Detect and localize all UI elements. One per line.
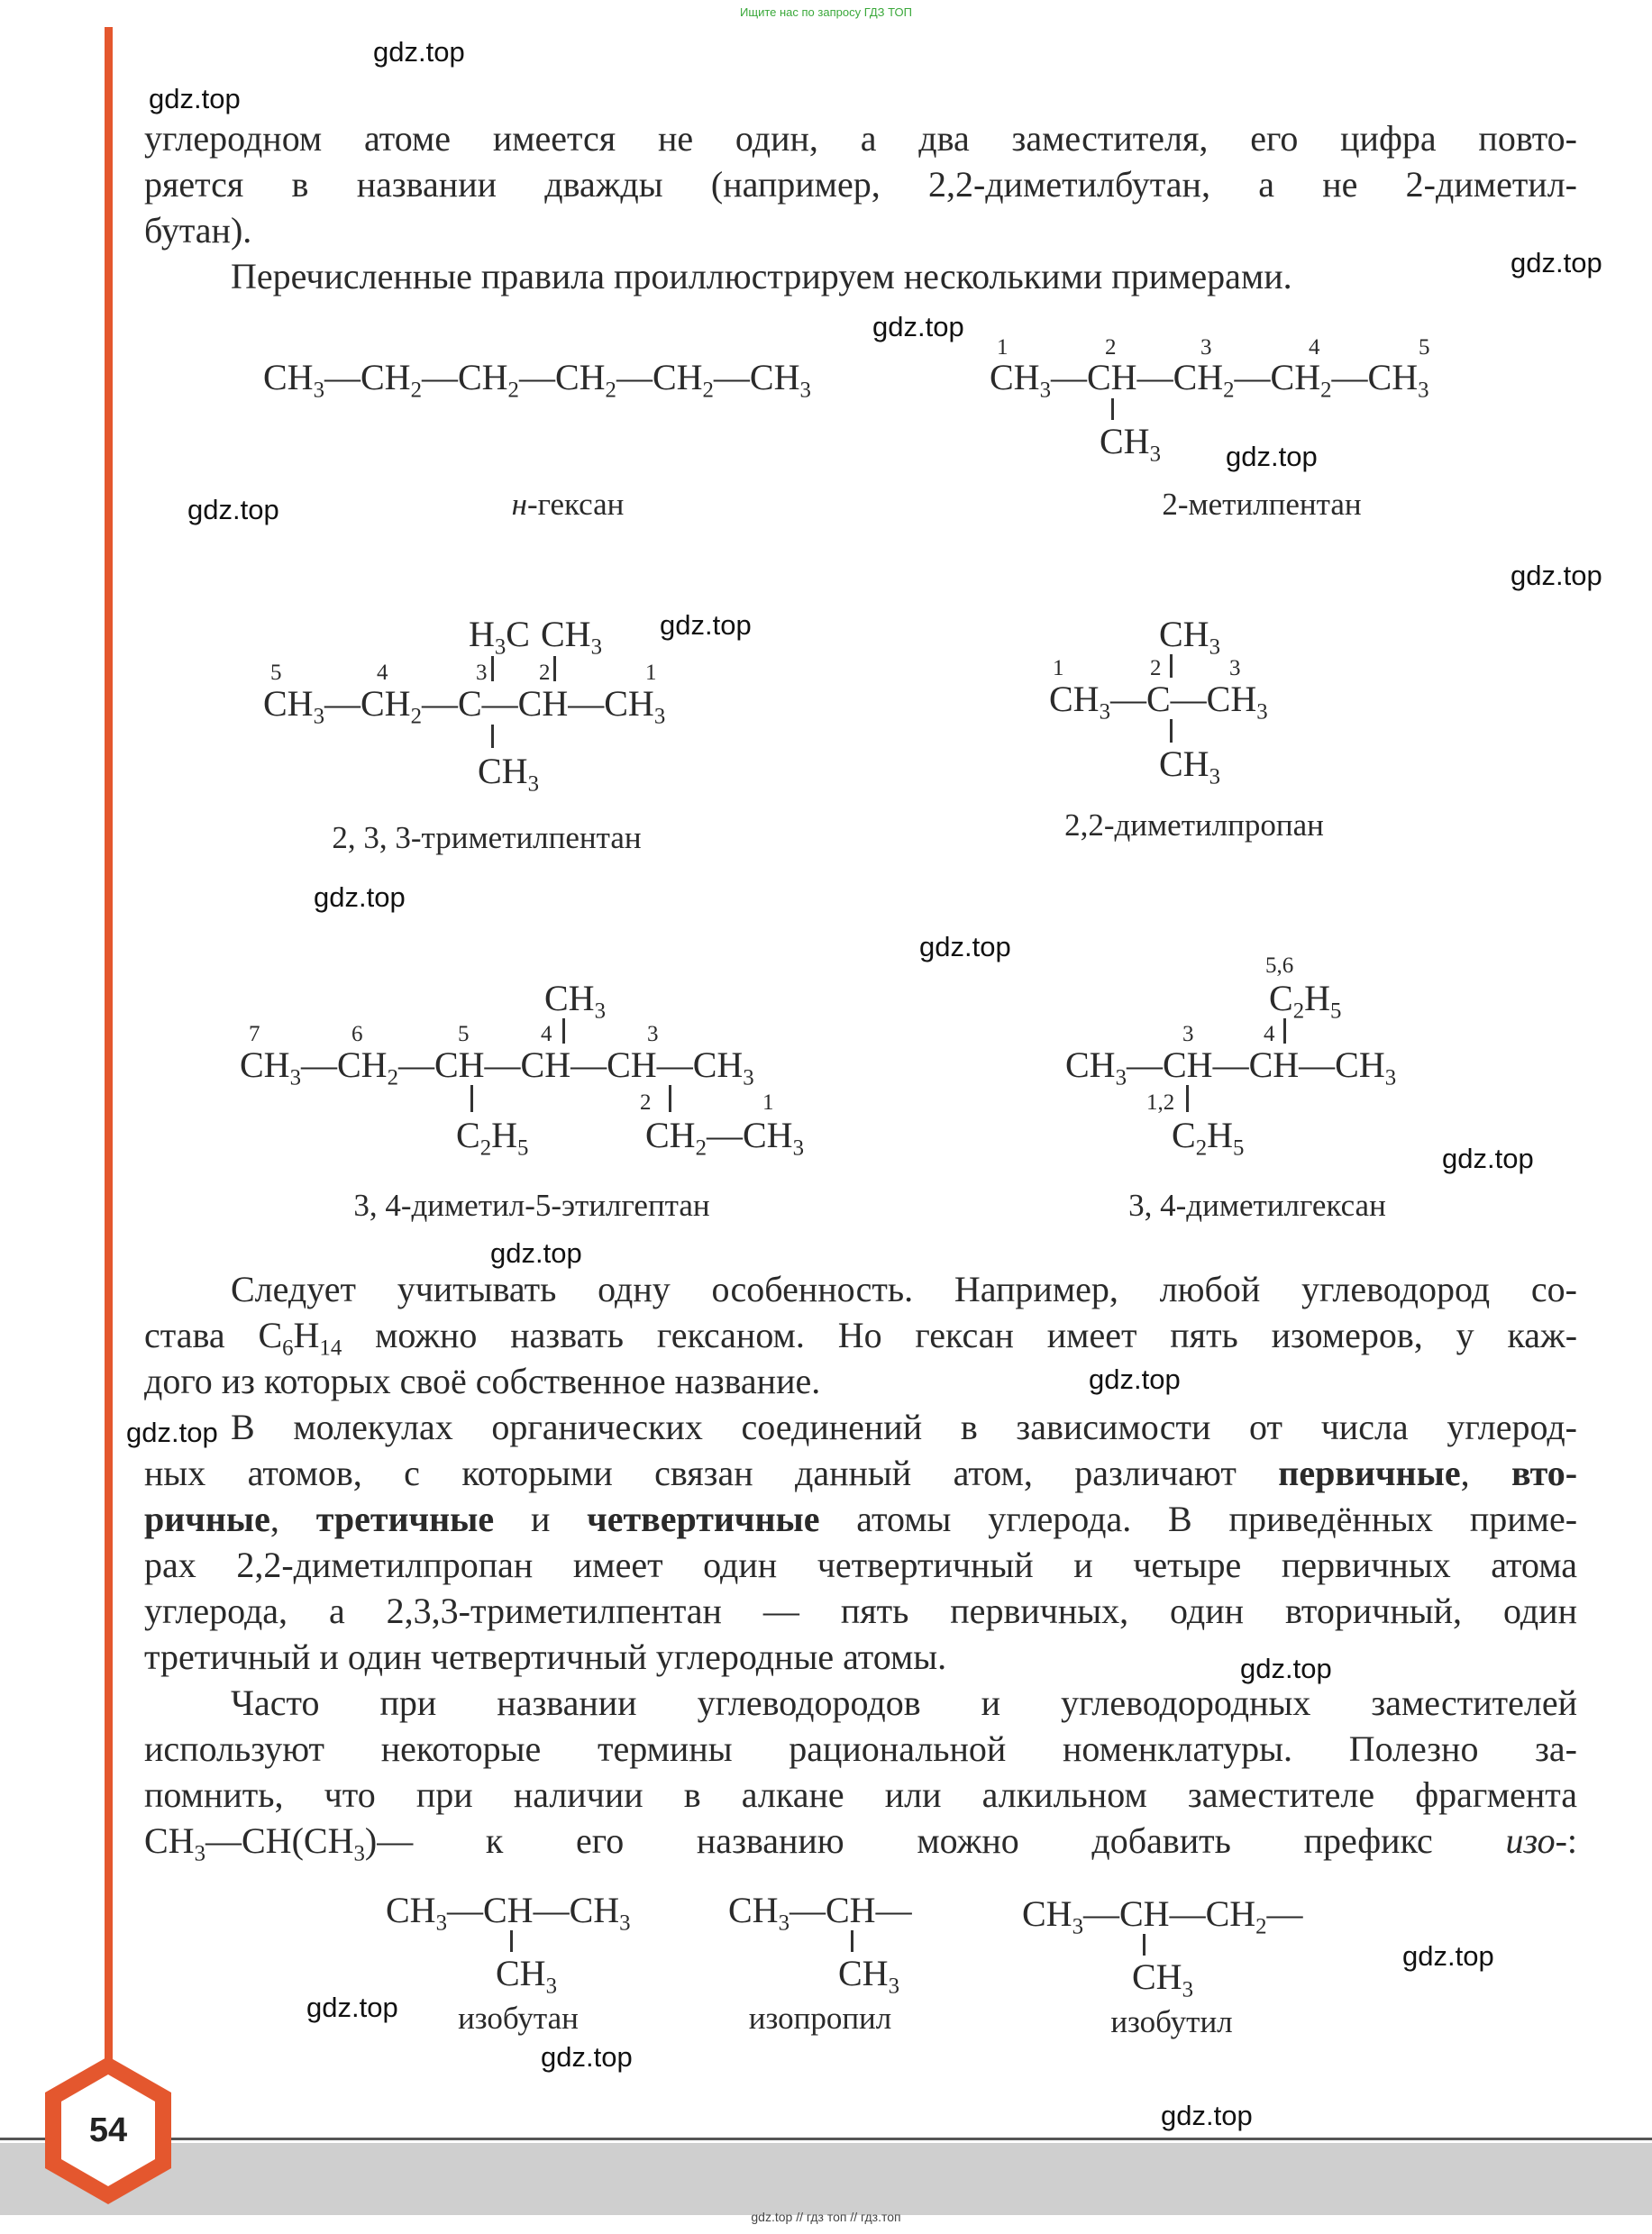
carbon-number: 3 [1200,335,1212,360]
footer-line [0,2138,1652,2140]
carbon-number: 4 [1264,1022,1275,1046]
carbon-number: 1,2 [1146,1090,1175,1115]
paragraph-line: Часто при названии углеводородов и углеводородных заместителей [231,1682,1577,1723]
carbon-number: 2 [1105,335,1117,360]
label-isobutane: изобутан [458,2001,579,2036]
carbon-number: 7 [249,1022,260,1046]
paragraph-line: рах 2,2-диметилпропан имеет один четвертичный и четыре первичных атома [144,1545,1577,1585]
methyl-group: $CH_3$ [1100,421,1161,467]
methyl-group: $CH_3$ [1132,1956,1193,2002]
bond-line [491,656,494,681]
bond-line [1283,1018,1286,1044]
watermark: gdz.top [1511,247,1602,278]
bond-line [1170,654,1173,678]
carbon-number: 1 [997,335,1009,360]
paragraph-line: ряется в названии дважды (например, 2,2-диметилбутан, а не 2-диметил- [144,164,1577,205]
paragraph-line: углерода, а 2,3,3-триметилпентан — пять первичных, один вторичный, один [144,1591,1577,1631]
ethyl-chain: $CH_2—CH_3$ [645,1115,804,1161]
formula-trimethylpentane: $CH_3—CH_2—C—CH—CH_3$ [263,683,666,729]
watermark: gdz.top [1240,1653,1332,1684]
watermark: gdz.top [306,1992,398,2023]
paragraph-line: В молекулах органических соединений в зависимости от числа углерод- [231,1407,1577,1447]
label-methylpentane: 2-метилпентан [1162,487,1362,522]
bond-line [851,1930,853,1952]
formula-methylpentane: $CH_3—CH—CH_2—CH_2—CH_3$ [990,357,1429,403]
watermark: gdz.top [660,609,752,641]
paragraph-line: углеродном атоме имеется не один, а два заместителя, его цифра повто- [144,118,1577,159]
paragraph-line: Перечисленные правила проиллюстрируем несколькими примерами. [231,256,1292,296]
watermark: gdz.top [1226,441,1318,472]
carbon-number: 1 [645,661,657,685]
carbon-number: 1 [762,1090,774,1115]
formula-dimethylpropane: $CH_3—C—CH_3$ [1049,679,1268,725]
formula-dimethylethylheptane: $CH_3—CH_2—CH—CH—CH—CH_3$ [240,1044,754,1090]
formula-dimethylhexane: $CH_3—CH—CH—CH_3$ [1065,1044,1397,1090]
formula-isopropyl: $CH_3—CH—$ [728,1890,912,1936]
paragraph-line: дого из которых своё собственное название. [144,1361,821,1401]
watermark: gdz.top [149,83,241,114]
watermark: gdz.top [314,881,406,913]
watermark: gdz.top [541,2041,633,2073]
bottom-notice: gdz.top // гдз топ // гдз.топ [751,2210,901,2224]
methyl-group: $CH_3$ [478,751,539,797]
methyl-group: $CH_3$ [541,614,602,660]
ethyl-group: $C_2H_5$ [1269,978,1342,1024]
formula-isobutane: $CH_3—CH—CH_3$ [386,1890,631,1936]
left-accent-bar [105,27,113,2091]
carbon-number: 4 [541,1022,552,1046]
carbon-number: 2 [640,1090,652,1115]
methyl-group: $CH_3$ [1159,614,1220,660]
carbon-number: 2 [539,661,551,685]
paragraph-line: третичный и один четвертичный углеродные атомы. [144,1637,947,1677]
label-dimethylpropane: 2,2-диметилпропан [1064,807,1324,843]
watermark: gdz.top [187,494,279,525]
bond-line [553,656,556,681]
bond-line [562,1018,565,1044]
watermark: gdz.top [1402,1940,1494,1972]
top-notice: Ищите нас по запросу ГДЗ ТОП [740,5,912,19]
carbon-number: 4 [1309,335,1320,360]
paragraph-line: ных атомов, с которыми связан данный атом, различают первичные, вто- [144,1453,1578,1493]
paragraph-line: $CH_3—CH(CH_3)—$ к его названию можно добавить префикс изо-: [144,1820,1577,1866]
bond-line [1186,1085,1189,1112]
carbon-number: 5 [270,661,282,685]
paragraph-line: используют некоторые термины рациональной номенклатуры. Полезно за- [144,1728,1577,1769]
bond-line [510,1930,513,1952]
bond-line [1170,719,1173,743]
label-hexane: н-гексан [511,487,625,522]
formula-hexane: $CH_3—CH_2—CH_2—CH_2—CH_2—CH_3$ [263,357,811,403]
carbon-number: 1 [1053,656,1064,680]
paragraph-line: ричные, третичные и четвертичные атомы углерода. В приведённых приме- [144,1499,1578,1539]
bond-line [669,1085,671,1112]
ethyl-group: $C_2H_5$ [1172,1115,1245,1161]
methyl-group: $CH_3$ [838,1953,899,1999]
methyl-group: $CH_3$ [496,1953,557,1999]
carbon-number: 3 [1182,1022,1194,1046]
bond-line [470,1085,473,1112]
carbon-number: 2 [1150,656,1162,680]
bond-line [1111,398,1114,420]
watermark: gdz.top [872,311,964,342]
footer-band [0,2143,1652,2215]
label-dimethylethylheptane: 3, 4-диметил-5-этилгептан [353,1188,710,1223]
carbon-number: 3 [647,1022,659,1046]
page-number: 54 [88,2111,128,2149]
carbon-number: 3 [1229,656,1241,680]
carbon-number: 4 [377,661,388,685]
carbon-number: 5 [458,1022,470,1046]
carbon-number: 5 [1419,335,1430,360]
carbon-number: 3 [476,661,488,685]
label-isopropyl: изопропил [748,2001,892,2036]
paragraph-line: Следует учитывать одну особенность. Например, любой углеводород со- [231,1269,1577,1309]
ethyl-group: $C_2H_5$ [456,1115,529,1161]
watermark: gdz.top [490,1237,582,1269]
formula-isobutyl: $CH_3—CH—CH_2—$ [1022,1893,1303,1939]
methyl-group: $H_3C$ [469,614,530,660]
watermark: gdz.top [1161,2100,1253,2131]
watermark: gdz.top [373,36,465,68]
label-isobutyl: изобутил [1110,2004,1233,2039]
methyl-group: $CH_3$ [544,978,606,1024]
paragraph-line: бутан). [144,210,252,251]
watermark: gdz.top [126,1417,218,1448]
watermark: gdz.top [919,931,1011,962]
bond-line [491,725,494,748]
watermark: gdz.top [1442,1143,1534,1174]
carbon-number: 6 [351,1022,363,1046]
paragraph-line: помнить, что при наличии в алкане или алкильном заместителе фрагмента [144,1774,1577,1815]
bond-line [1143,1934,1145,1956]
label-dimethylhexane: 3, 4-диметилгексан [1128,1188,1386,1223]
watermark: gdz.top [1089,1363,1181,1395]
label-trimethylpentane: 2, 3, 3-триметилпентан [332,820,642,855]
watermark: gdz.top [1511,560,1602,591]
carbon-number: 5,6 [1265,953,1294,978]
methyl-group: $CH_3$ [1159,743,1220,789]
paragraph-line: става $C_6H_{14}$ можно назвать гексаном. Но гексан имеет пять изомеров, у каж- [144,1315,1578,1361]
